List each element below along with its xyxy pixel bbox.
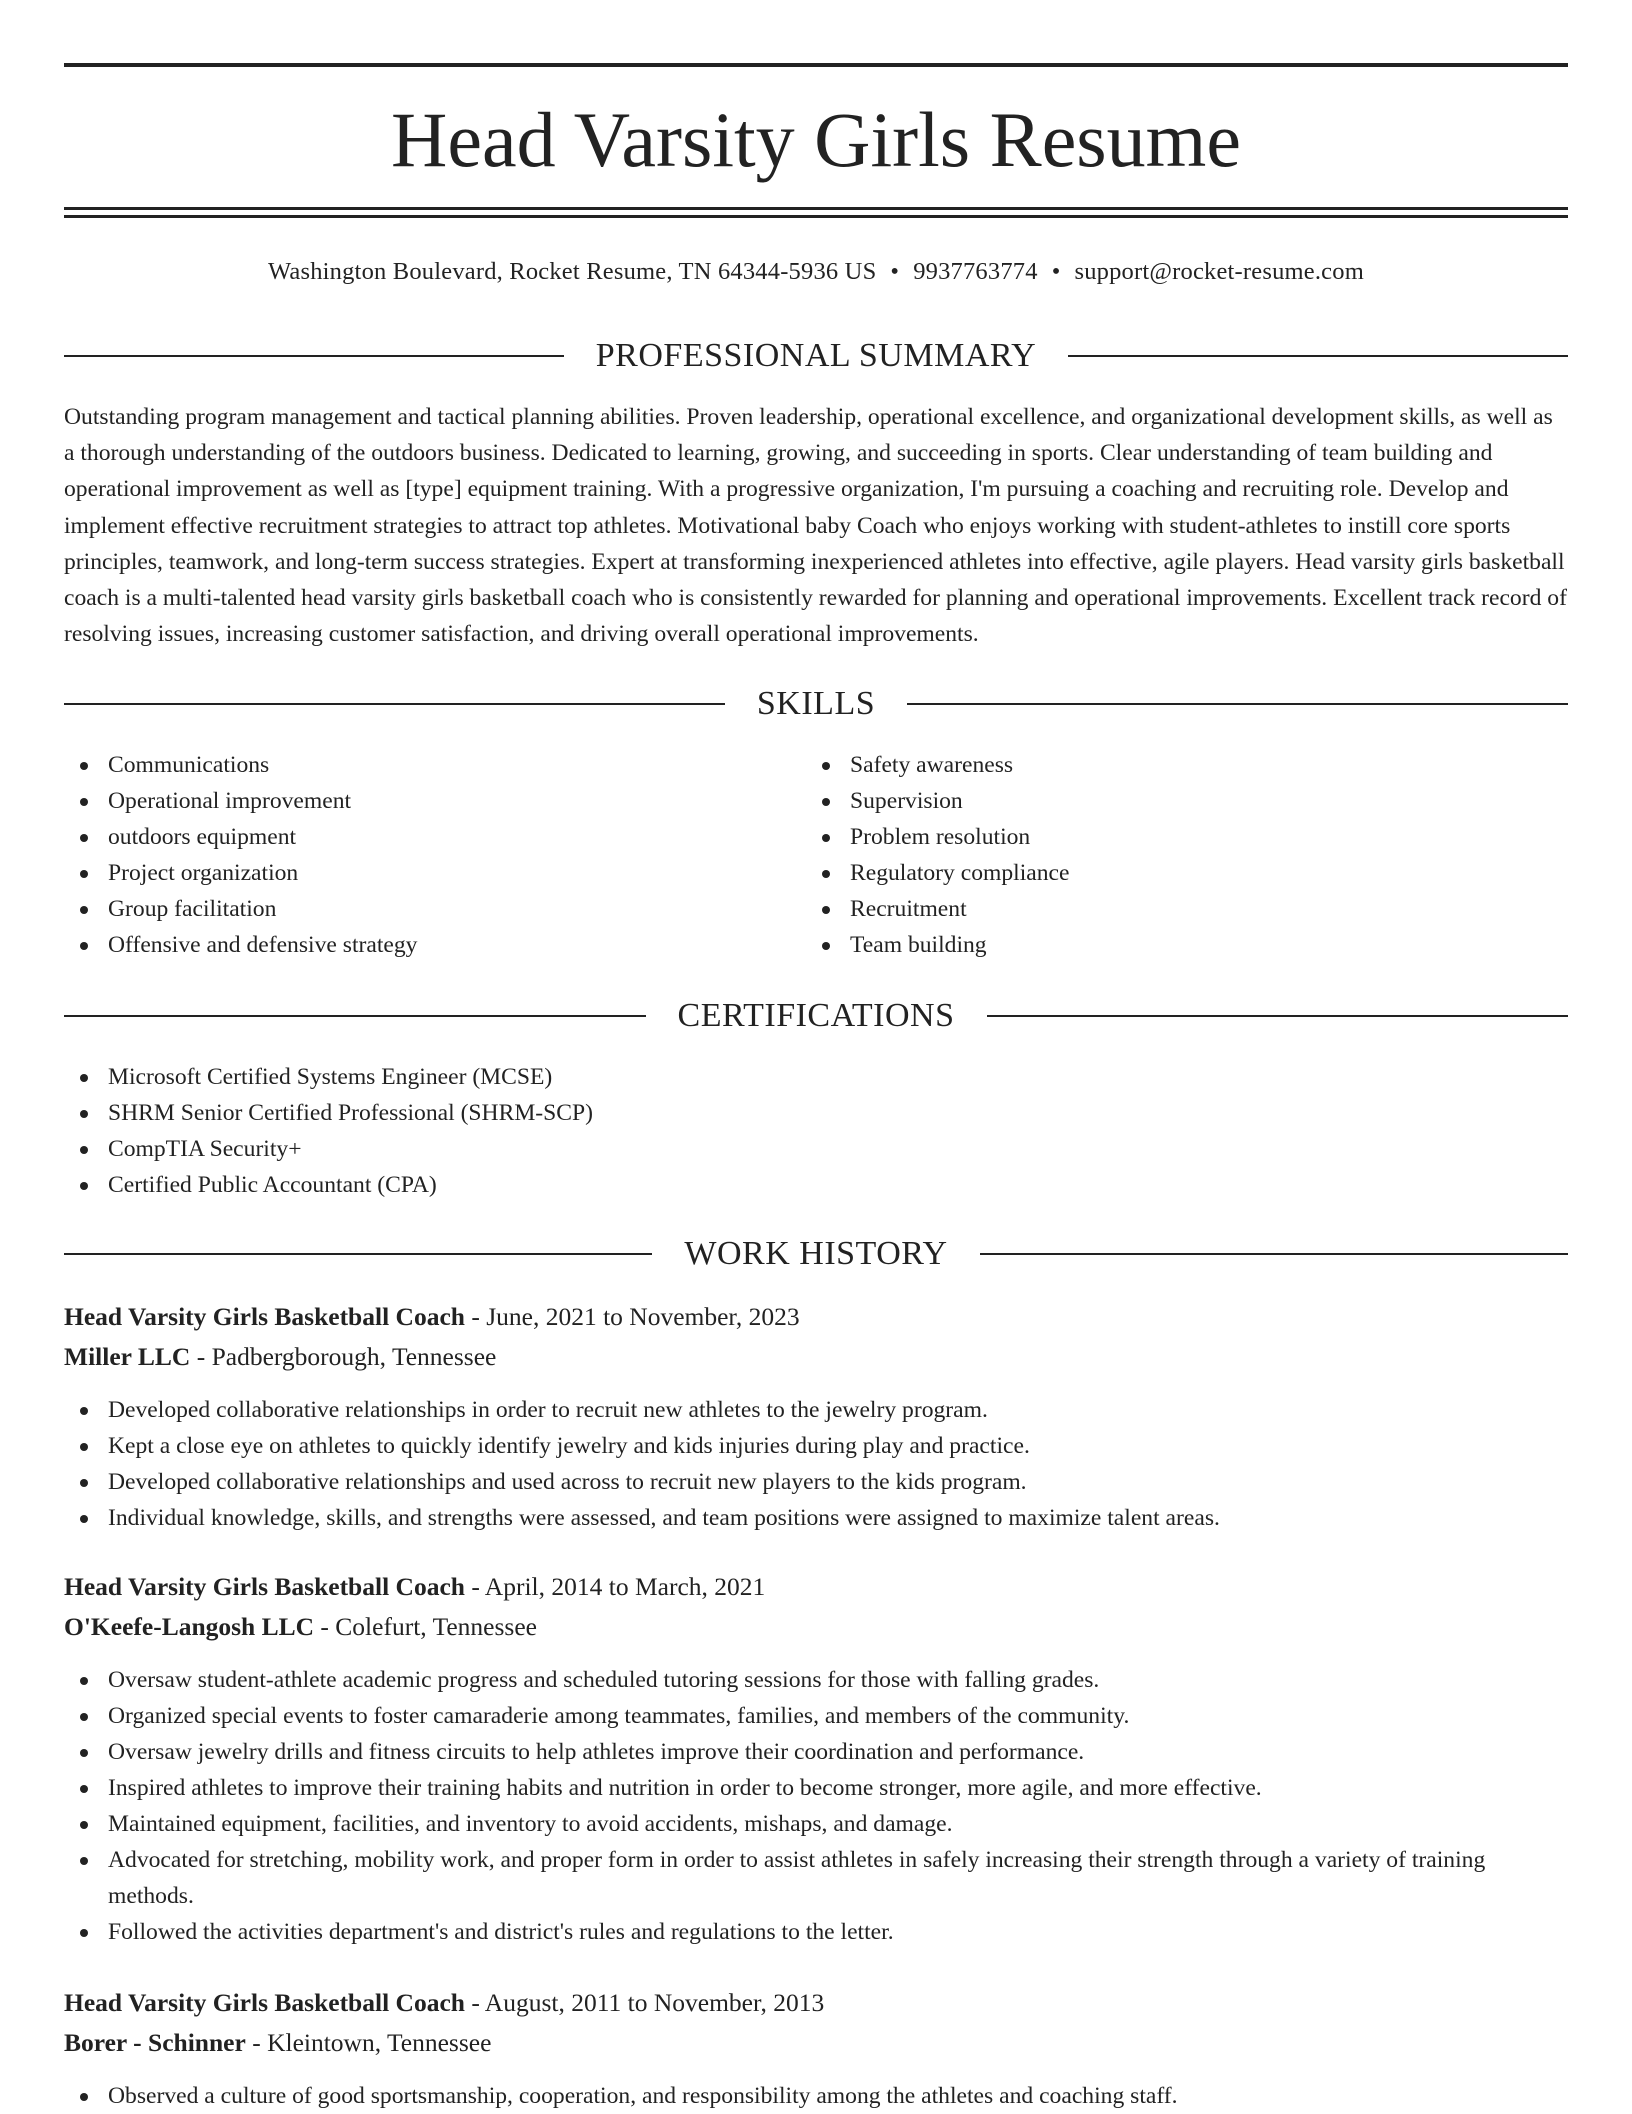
job-duties-list [64,2078,1568,2114]
job-location: Kleintown, Tennessee [267,2028,492,2057]
job-duties-list [64,1662,1568,1950]
job-location: Padbergborough, Tennessee [211,1342,497,1371]
certification-item: Certified Public Accountant (CPA) [64,1167,1568,1203]
skill-item: Operational improvement [64,783,804,819]
job-duty: Maintained equipment, facilities, and inventory to avoid accidents, mishaps, and damage. [64,1806,1568,1842]
certification-item: Microsoft Certified Systems Engineer (MCSE) [64,1059,1568,1095]
job-title-line: Head Varsity Girls Basketball Coach - June, 2021 to November, 2023 [64,1302,800,1331]
job-duty: Followed the activities department's and district's rules and regulations to the letter. [64,1914,1568,1950]
heading-rule [907,703,1568,705]
contact-email: support@rocket-resume.com [1074,258,1364,285]
section-title: PROFESSIONAL SUMMARY [595,337,1037,374]
job-duty: Oversaw jewelry drills and fitness circuits to help athletes improve their coordination and performance. [64,1734,1568,1770]
section-heading-work-history [64,1232,1568,1276]
job-duty: Individual knowledge, skills, and strengths were assessed, and team positions were assigned to maximize talent areas. [64,1500,1568,1536]
job-company-line: Miller LLC - Padbergborough, Tennessee [64,1342,497,1371]
skill-item: Recruitment [806,891,1546,927]
skill-item: Offensive and defensive strategy [64,927,804,963]
section-title: SKILLS [756,685,876,722]
job-dates: August, 2011 to November, 2013 [484,1988,825,2017]
job-title: Head Varsity Girls Basketball Coach [64,1302,465,1331]
job-title-line: Head Varsity Girls Basketball Coach - August, 2011 to November, 2013 [64,1988,825,2017]
job-dates: June, 2021 to November, 2023 [486,1302,800,1331]
skill-item: Regulatory compliance [806,855,1546,891]
skills-list-left [64,747,804,963]
section-title: CERTIFICATIONS [677,997,955,1034]
certifications-list [64,1059,1568,1203]
contact-line [64,255,1568,289]
skill-item: Team building [806,927,1546,963]
contact-phone: 9937763774 [913,258,1038,285]
top-rule [64,63,1568,67]
resume-title: Head Varsity Girls Resume [391,96,1241,183]
skill-item: outdoors equipment [64,819,804,855]
skills-list-right [806,747,1546,963]
section-heading-summary [64,334,1568,378]
job-company: Borer - Schinner [64,2028,246,2057]
job-company: O'Keefe-Langosh LLC [64,1612,315,1641]
heading-rule [987,1015,1569,1017]
certification-item: SHRM Senior Certified Professional (SHRM-SCP) [64,1095,1568,1131]
job-title-line: Head Varsity Girls Basketball Coach - April, 2014 to March, 2021 [64,1572,766,1601]
skill-item: Communications [64,747,804,783]
title-rule-lower [64,215,1568,218]
job-dates: April, 2014 to March, 2021 [484,1572,766,1601]
job-duty: Inspired athletes to improve their training habits and nutrition in order to become stronger, more agile, and more effective. [64,1770,1568,1806]
heading-rule [64,355,564,357]
job-title: Head Varsity Girls Basketball Coach [64,1572,465,1601]
contact-separator: • [1051,258,1061,285]
job-company-line: O'Keefe-Langosh LLC - Colefurt, Tennessee [64,1612,537,1641]
certification-item: CompTIA Security+ [64,1131,1568,1167]
skill-item: Group facilitation [64,891,804,927]
job-company-line: Borer - Schinner - Kleintown, Tennessee [64,2028,492,2057]
job-title: Head Varsity Girls Basketball Coach [64,1988,465,2017]
heading-rule [64,1253,652,1255]
job-duties-list [64,1392,1568,1536]
job-duty: Developed collaborative relationships in order to recruit new athletes to the jewelry program. [64,1392,1568,1428]
job-company: Miller LLC [64,1342,191,1371]
heading-rule [64,1015,646,1017]
contact-address: Washington Boulevard, Rocket Resume, TN 64344-5936 US [268,258,877,285]
job-duty: Organized special events to foster camaraderie among teammates, families, and members of the community. [64,1698,1568,1734]
heading-rule [1068,355,1568,357]
skill-item: Safety awareness [806,747,1546,783]
section-heading-certifications [64,994,1568,1038]
section-heading-skills [64,682,1568,726]
job-duty: Kept a close eye on athletes to quickly identify jewelry and kids injuries during play and practice. [64,1428,1568,1464]
summary-paragraph: Outstanding program management and tactical planning abilities. Proven leadership, operational excellence, and organizational development skills, as well as a thorough understanding of the outdoors business. Dedicated to learning, growing, and succeeding in sports. Clear understanding of team building and operational improvement as well as [type] equipment training. With a progressive organization, I'm pursuing a coaching and recruiting role. Develop and implement effective recruitment strategies to attract top athletes. Motivational baby Coach who enjoys working with student-athletes to instill core sports principles, teamwork, and long-term success strategies. Expert at transforming inexperienced athletes into effective, agile players. Head varsity girls basketball coach is a multi-talented head varsity girls basketball coach who is consistently rewarded for planning and operational improvements. Excellent track record of resolving issues, increasing customer satisfaction, and driving overall operational improvements. [64,404,1567,648]
job-duty: Oversaw student-athlete academic progress and scheduled tutoring sessions for those with falling grades. [64,1662,1568,1698]
heading-rule [980,1253,1568,1255]
skill-item: Project organization [64,855,804,891]
job-location: Colefurt, Tennessee [335,1612,537,1641]
title-rule-upper [64,207,1568,210]
skill-item: Supervision [806,783,1546,819]
job-duty: Observed a culture of good sportsmanship, cooperation, and responsibility among the athletes and coaching staff. [64,2078,1568,2114]
contact-separator: • [890,258,900,285]
section-title: WORK HISTORY [684,1235,948,1272]
skill-item: Problem resolution [806,819,1546,855]
job-duty: Advocated for stretching, mobility work, and proper form in order to assist athletes in safely increasing their strength through a variety of training methods. [64,1842,1568,1914]
heading-rule [64,703,725,705]
job-duty: Developed collaborative relationships and used across to recruit new players to the kids program. [64,1464,1568,1500]
